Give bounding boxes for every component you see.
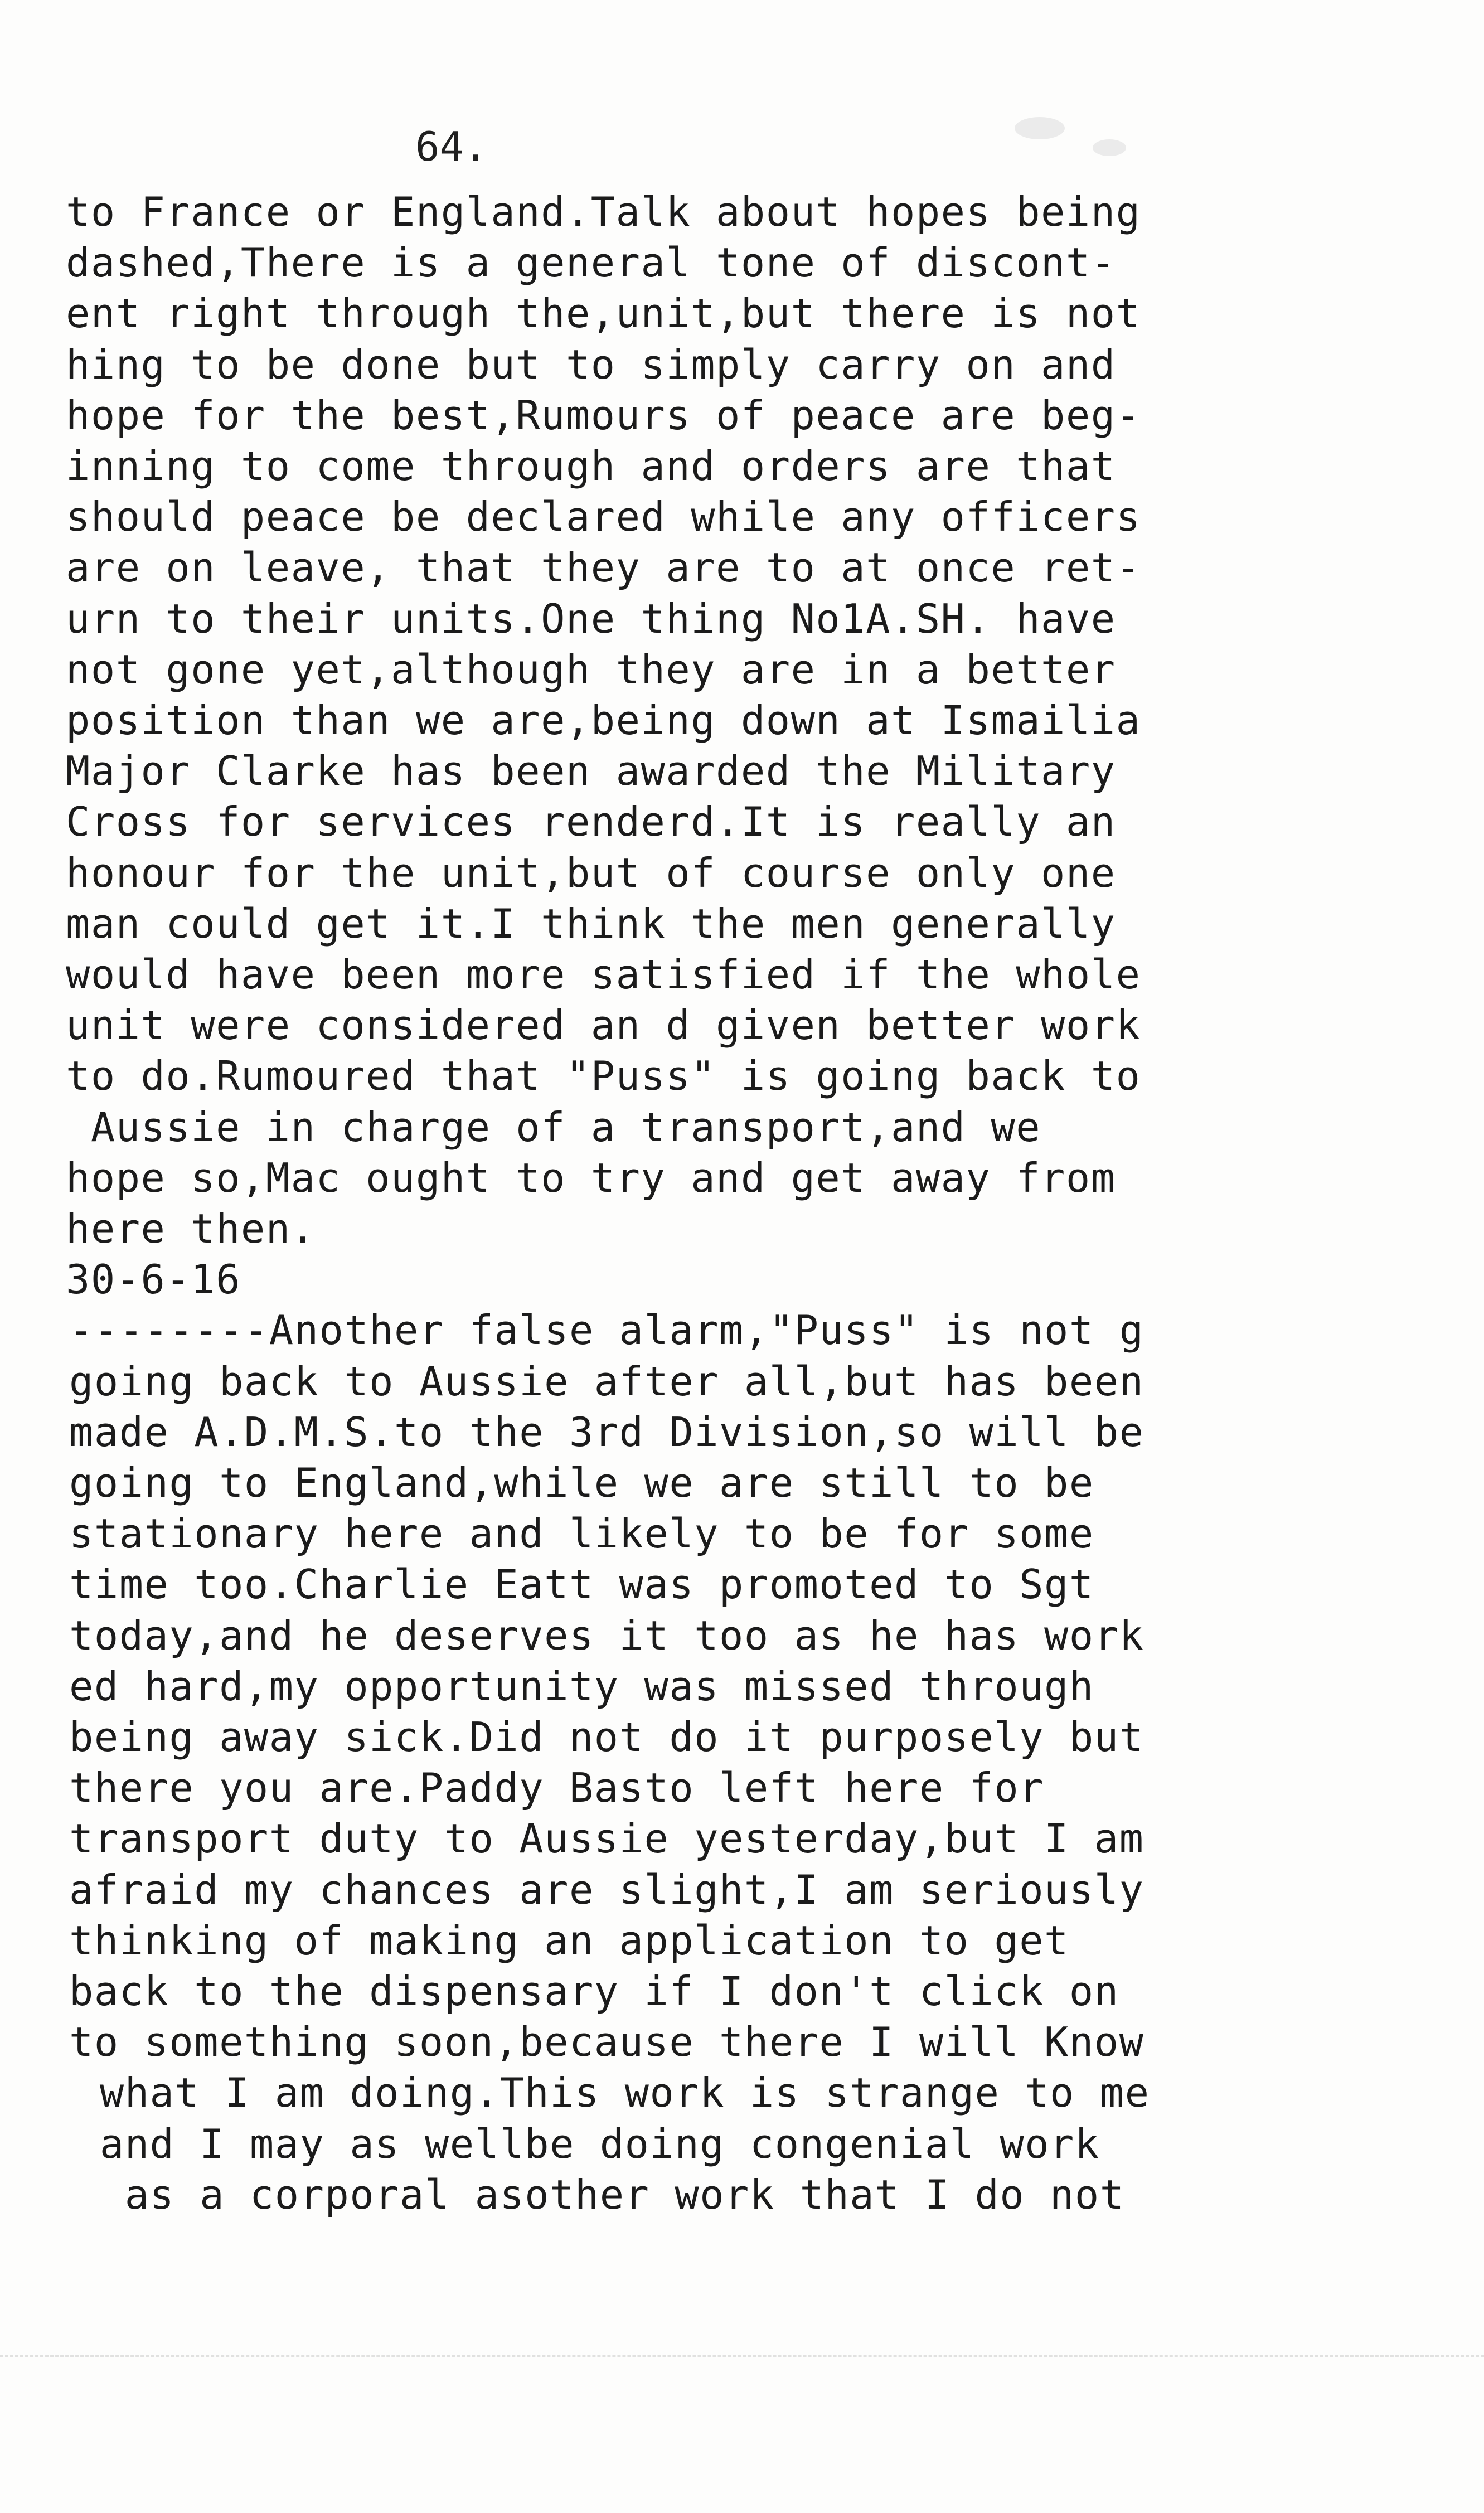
text-line: ent right through the,unit,but there is not bbox=[66, 290, 1141, 337]
text-line: dashed,There is a general tone of discont- bbox=[66, 239, 1116, 286]
text-line: man could get it.I think the men generally bbox=[66, 900, 1116, 947]
text-line: thinking of making an application to get bbox=[69, 1917, 1069, 1964]
text-line: Major Clarke has been awarded the Military bbox=[66, 748, 1116, 794]
text-line: urn to their units.One thing No1A.SH. have bbox=[66, 595, 1116, 642]
text-line: to do.Rumoured that "Puss" is going back to bbox=[66, 1052, 1141, 1099]
page-number: 64. bbox=[415, 123, 488, 170]
text-line: inning to come through and orders are that bbox=[66, 443, 1116, 489]
text-line: would have been more satisfied if the whole bbox=[66, 951, 1141, 998]
text-line: as a corporal asother work that I do not bbox=[75, 2171, 1125, 2218]
text-line: back to the dispensary if I don't click on bbox=[69, 1968, 1119, 2015]
text-line: what I am doing.This work is strange to me bbox=[75, 2069, 1150, 2116]
text-line: 30-6-16 bbox=[66, 1256, 241, 1303]
text-line: to France or England.Talk about hopes being bbox=[66, 188, 1141, 235]
text-line: hope for the best,Rumours of peace are beg- bbox=[66, 392, 1141, 439]
text-line: being away sick.Did not do it purposely but bbox=[69, 1714, 1144, 1760]
text-line: --------Another false alarm,"Puss" is not g bbox=[69, 1307, 1144, 1353]
text-line: afraid my chances are slight,I am seriously bbox=[69, 1866, 1144, 1913]
text-line: stationary here and likely to be for some bbox=[69, 1510, 1094, 1557]
text-line: made A.D.M.S.to the 3rd Division,so will be bbox=[69, 1409, 1144, 1456]
text-line: time too.Charlie Eatt was promoted to Sgt bbox=[69, 1561, 1094, 1608]
text-line: and I may as wellbe doing congenial work bbox=[75, 2121, 1100, 2167]
text-line: ed hard,my opportunity was missed through bbox=[69, 1663, 1094, 1710]
text-line: position than we are,being down at Ismailia bbox=[66, 697, 1141, 744]
text-line: Aussie in charge of a transport,and we bbox=[66, 1104, 1041, 1151]
text-line: going back to Aussie after all,but has been bbox=[69, 1358, 1144, 1405]
text-line: Cross for services renderd.It is really an bbox=[66, 798, 1116, 845]
text-line: there you are.Paddy Basto left here for bbox=[69, 1764, 1045, 1811]
text-line: going to England,while we are still to be bbox=[69, 1459, 1094, 1506]
text-line: not gone yet,although they are in a better bbox=[66, 646, 1116, 693]
page-edge-line bbox=[0, 2355, 1484, 2357]
text-line: should peace be declared while any officers bbox=[66, 493, 1141, 540]
text-line: here then. bbox=[66, 1205, 316, 1252]
text-line: hing to be done but to simply carry on and bbox=[66, 341, 1116, 388]
text-line: unit were considered an d given better work bbox=[66, 1002, 1141, 1049]
text-line: to something soon,because there I will Know bbox=[69, 2019, 1144, 2065]
text-line: are on leave, that they are to at once ret- bbox=[66, 544, 1141, 591]
text-line: today,and he deserves it too as he has work bbox=[69, 1612, 1144, 1659]
text-line: hope so,Mac ought to try and get away from bbox=[66, 1154, 1116, 1201]
text-line: honour for the unit,but of course only one bbox=[66, 850, 1116, 896]
text-line: transport duty to Aussie yesterday,but I am bbox=[69, 1815, 1144, 1862]
